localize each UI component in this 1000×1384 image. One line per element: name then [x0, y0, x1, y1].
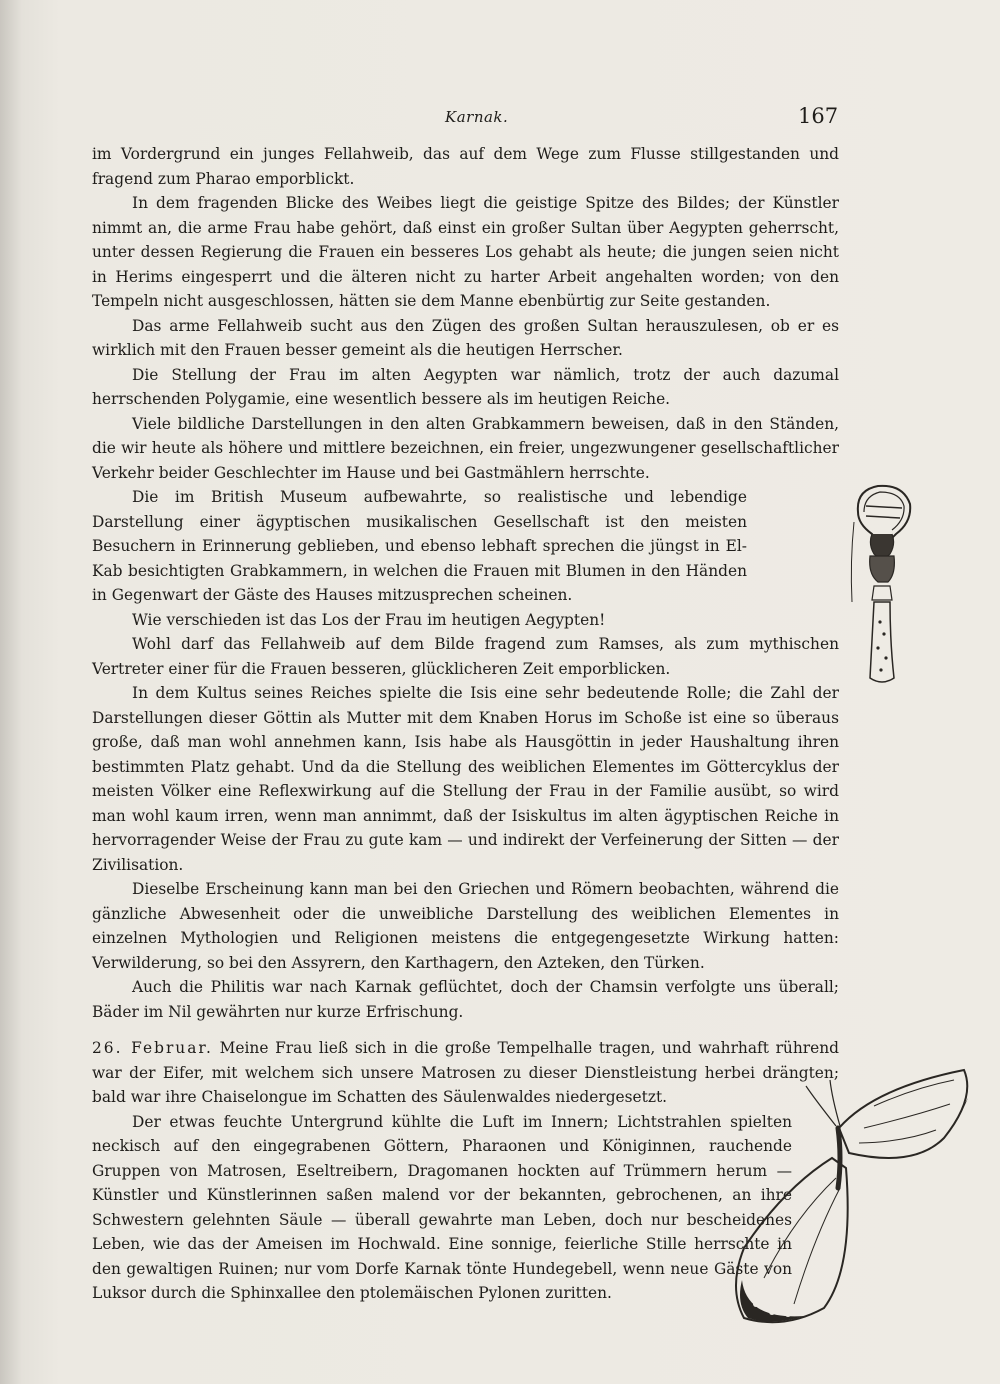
- page-number: 167: [798, 104, 839, 128]
- paragraph: Der etwas feuchte Untergrund kühlte die Luft im Innern; Lichtstrahlen spielten neckisch auf den eingegrabenen Göttern, Pharaonen und Königinnen, rauchende Gruppen von Matrosen, Eseltreibern, Dragomanen hockten auf Trümmern herum — Künstler und Künstlerinnen saßen malend vor der bekannten, gebrochenen, an ihre Schwestern gelehnten Säule — überall gewahrte man Leben, doch nur bescheidenes Leben, wie das der Ameisen im Hochwald. Eine sonnige, feierliche Stille herrschte in den gewaltigen Ruinen; nur vom Dorfe Karnak tönte Hundegebell, wenn neue Gäste von Luksor durch die Sphinxallee den ptolemäischen Pylonen zuritten.: [92, 1112, 792, 1302]
- paragraph: Wohl darf das Fellahweib auf dem Bilde fragend zum Ramses, als zum mythischen Vertreter einer für die Frauen besseren, glücklicheren Zeit emporblicken.: [92, 635, 839, 678]
- paragraph: In dem fragenden Blicke des Weibes liegt die geistige Spitze des Bildes; der Künstler nimmt an, die arme Frau habe gehört, daß einst ein großer Sultan über Aegypten geherrscht, unter dessen Regierung die Frauen ein besseres Los gehabt als heute; die jungen seien nicht in Herims eingesperrt und die älteren nicht zu harter Arbeit angehalten worden; von den Tempeln nicht ausgeschlossen, hätten sie dem Manne ebenbürtig zur Seite gestanden.: [92, 194, 839, 310]
- paragraph: Wie verschieden ist das Los der Frau im heutigen Aegypten!: [132, 610, 606, 629]
- paragraph: Dieselbe Erscheinung kann man bei den Griechen und Römern beobachten, während die gänzliche Abwesenheit oder die unweibliche Darstellung des weiblichen Elementes in einzelnen Mythologien und Religionen meistens die entgegengesetzte Wirkung hatten: Verwilderung, so bei den Assyrern, den Karthagern, den Azteken, den Türken.: [92, 880, 839, 972]
- section-gap: [92, 1024, 839, 1036]
- paragraph: im Vordergrund ein junges Fellahweib, das auf dem Wege zum Flusse stillgestanden und fragend zum Pharao emporblickt.: [92, 145, 839, 188]
- paragraph: Auch die Philitis war nach Karnak geflüchtet, doch der Chamsin verfolgte uns überall; Bäder im Nil gewährten nur kurze Erfrischung.: [92, 978, 839, 1021]
- paragraph: Viele bildliche Darstellungen in den alten Grabkammern beweisen, daß in den Ständen, die wir heute als höhere und mittlere bezeichnen, ein freier, ungezwungener gesellschaftlicher Verkehr beider Geschlechter im Hause und bei Gastmählern herrschte.: [92, 414, 839, 482]
- paragraph: Die Stellung der Frau im alten Aegypten war nämlich, trotz der auch dazumal herrschenden Polygamie, eine wesentlich bessere als im heutigen Reiche.: [92, 365, 839, 408]
- sistrum-illustration: [848, 482, 918, 692]
- paragraph: Das arme Fellahweib sucht aus den Zügen des großen Sultan herauszulesen, ob er es wirklich mit den Frauen besser gemeint als die heutigen Herrscher.: [92, 316, 839, 359]
- paragraph: In dem Kultus seines Reiches spielte die Isis eine sehr bedeutende Rolle; die Zahl der Darstellungen dieser Göttin als Mutter mit dem Knaben Horus im Schoße ist eine so überaus große, daß man wohl annehmen kann, Isis habe als Hausgöttin in jeder Haushaltung ihren bestimmten Platz gehabt. Und da die Stellung des weiblichen Elementes im Göttercyklus der meisten Völker eine Reflexwirkung auf die Stellung der Frau in der Familie ausübt, so wird man wohl kaum irren, wenn man annimmt, daß der Isiskultus im alten ägyptischen Reiche in hervorragender Weise der Frau zu gute kam — und indirekt der Verfeinerung der Sitten — der Zivilisation.: [92, 684, 839, 874]
- running-head: [0, 104, 1000, 134]
- running-head-title: Karnak.: [445, 108, 509, 126]
- paragraph: Die im British Museum aufbewahrte, so realistische und lebendige Darstellung einer ägyptischen musikalischen Gesellschaft ist den meisten Besuchern in Erinnerung geblieben, und ebenso lebhaft sprechen die jüngst in El-Kab besichtigten Grabkammern, in welchen die Frauen mit Blumen in den Händen in Gegenwart der Gäste des Hauses mitzusprechen scheinen.: [92, 488, 747, 604]
- diary-text: Meine Frau ließ sich in die große Tempelhalle tragen, und wahrhaft rührend war der Eifer, mit welchem sich unsere Matrosen zu dieser Dienstleistung herbei drängten; bald war ihre Chaiselongue im Schatten des Säulenwaldes niedergesetzt.: [92, 1039, 839, 1106]
- diary-date: 26. Februar.: [92, 1039, 213, 1057]
- butterfly-illustration: [714, 1068, 984, 1338]
